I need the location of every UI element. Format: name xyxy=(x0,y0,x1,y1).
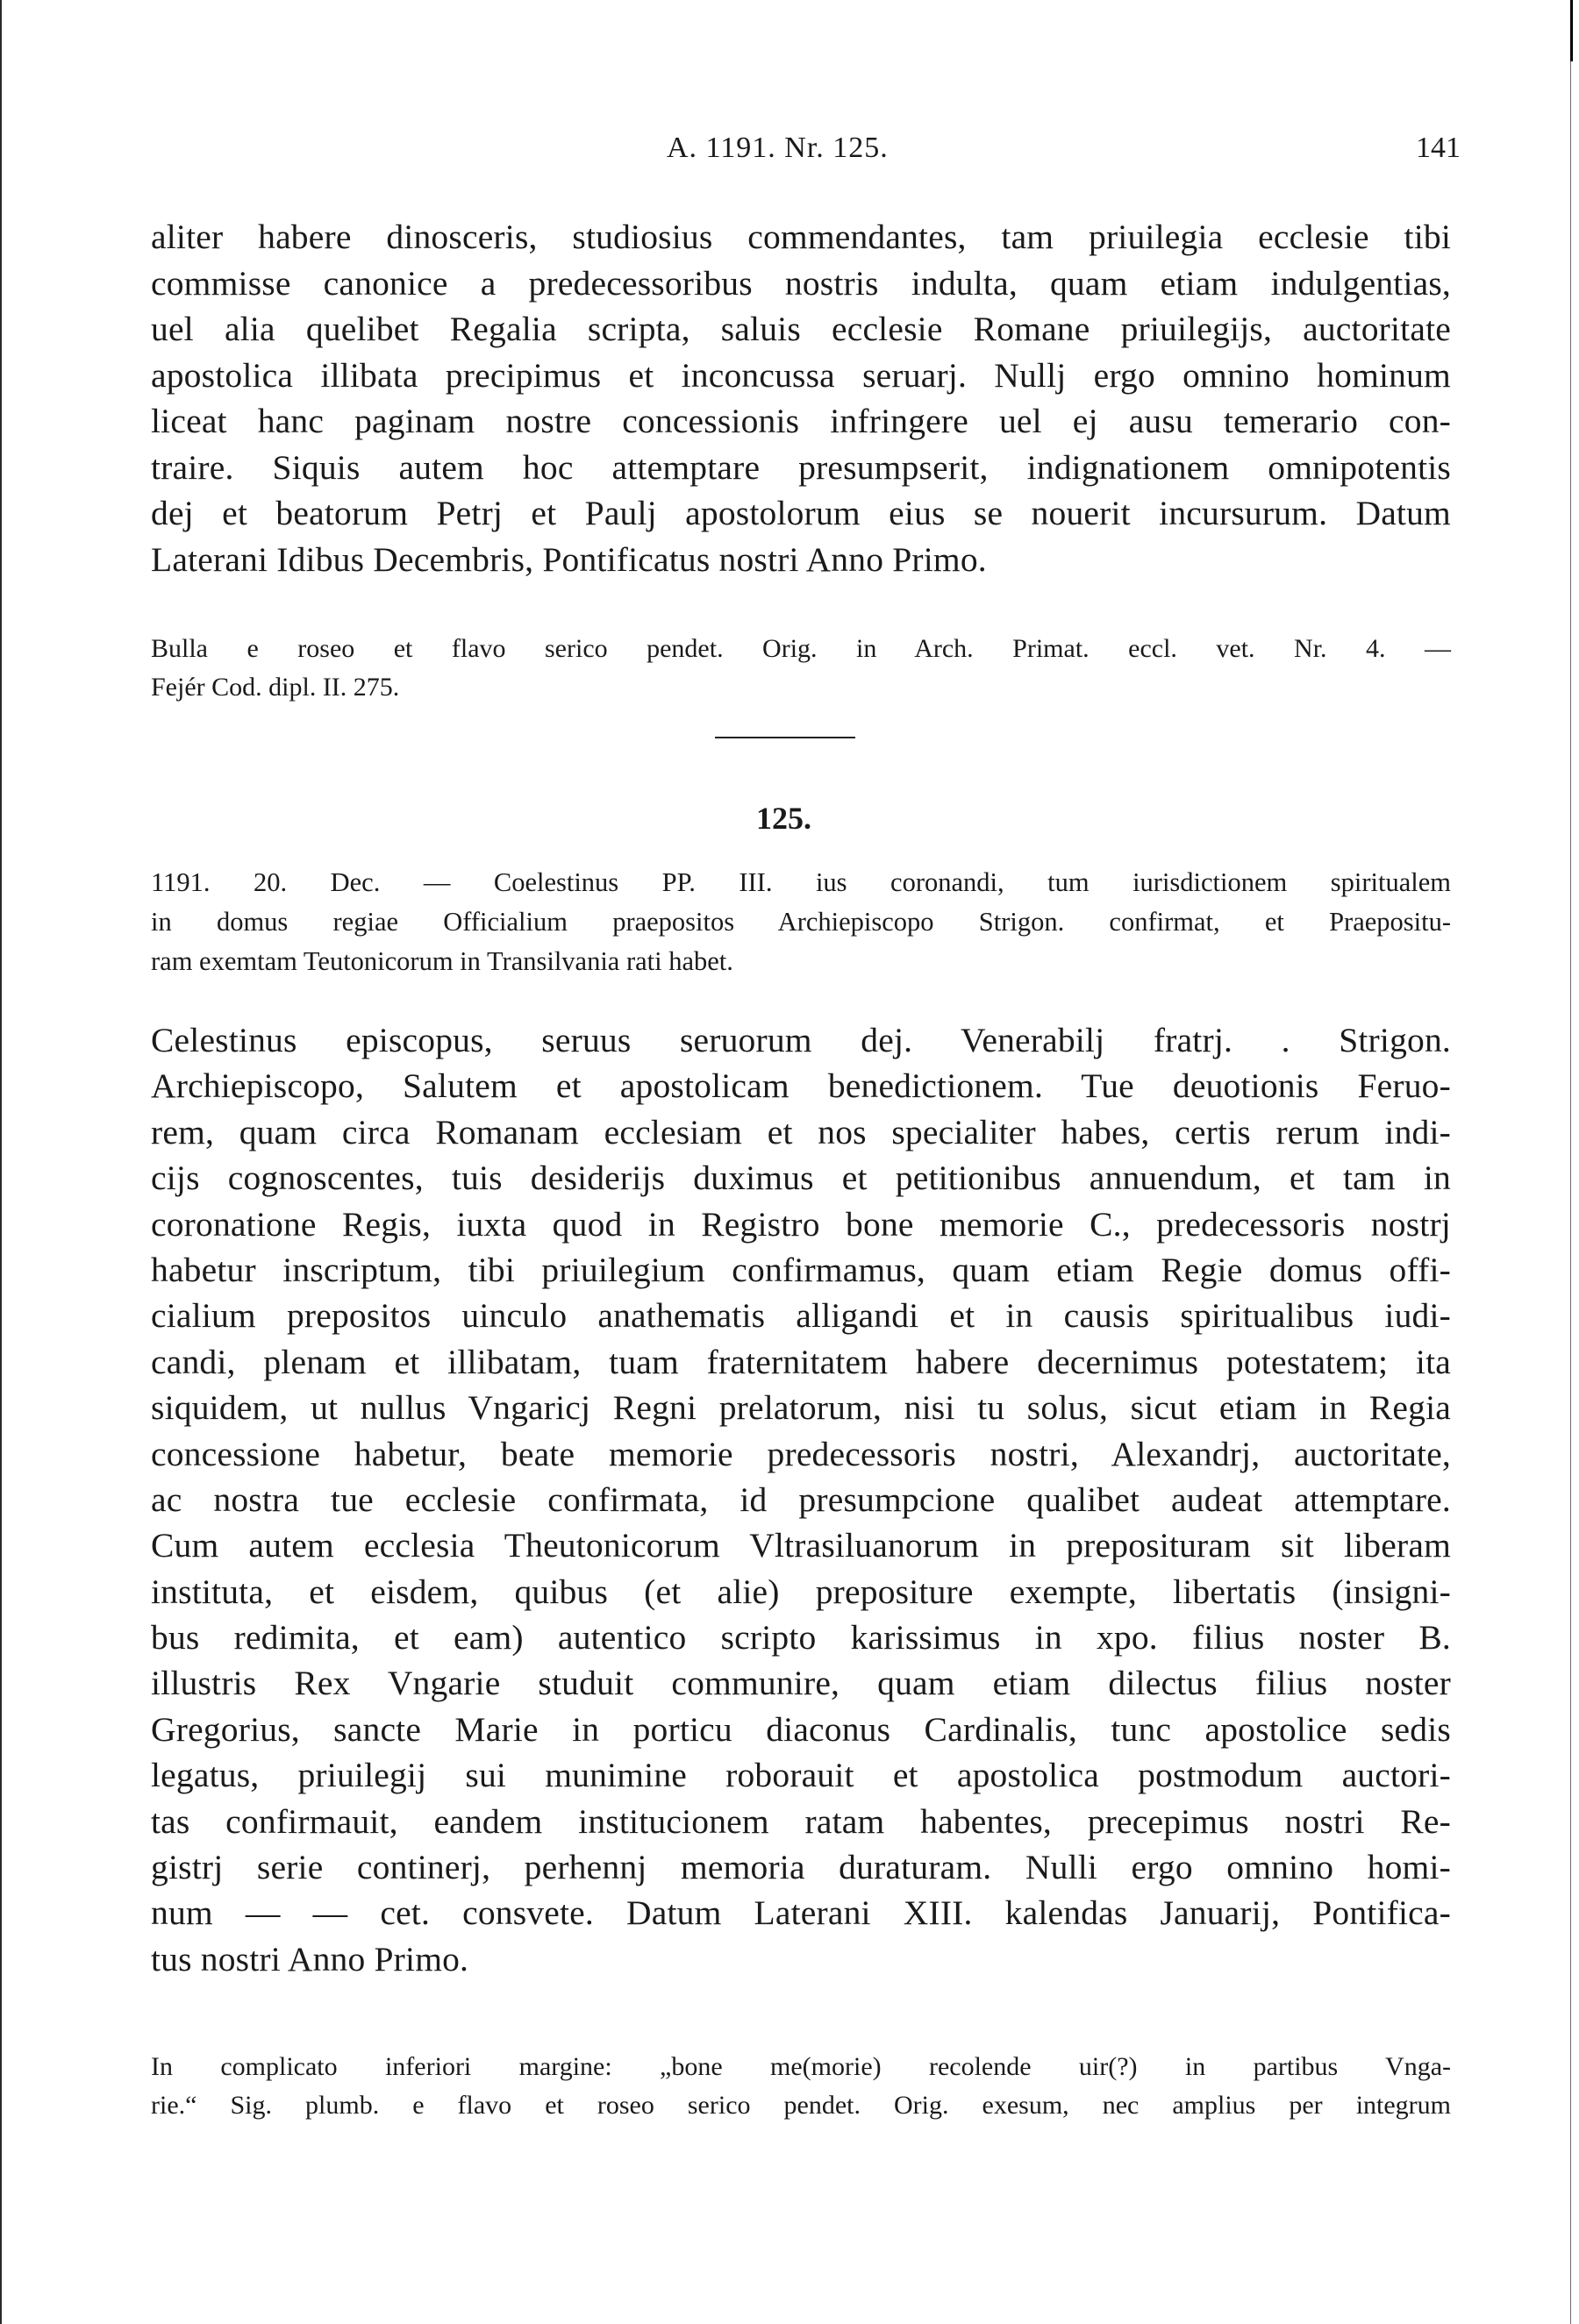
regest-line: ram exemtam Teutonicorum in Transilvania rati habet. xyxy=(151,946,733,976)
text-line: coronatione Regis, iuxta quod in Registro bone memorie C., predecessoris nostrj xyxy=(151,1204,1451,1244)
running-head: A. 1191. Nr. 125. xyxy=(667,132,889,164)
regest-line: in domus regiae Officialium praepositos Archiepiscopo Strigon. confirmat, et Praepositu- xyxy=(151,907,1451,937)
text-line: habetur inscriptum, tibi priuilegium confirmamus, quam etiam Regie domus offi- xyxy=(151,1250,1451,1289)
text-line: uel alia quelibet Regalia scripta, saluis ecclesie Romane priuilegijs, auctoritate xyxy=(151,310,1451,348)
archive-note xyxy=(151,2048,1451,2125)
text-line: gistrj serie continerj, perhennj memoria duraturam. Nulli ergo omnino homi- xyxy=(151,1848,1451,1887)
text-line: num — — cet. consvete. Datum Laterani XIII. kalendas Januarij, Pontifica- xyxy=(151,1893,1451,1933)
right-scan-edge-mark xyxy=(1570,0,1573,61)
source-note xyxy=(151,630,1451,707)
left-scan-edge xyxy=(0,0,2,2324)
text-line: cijs cognoscentes, tuis desiderijs duximus et petitionibus annuendum, et tam in xyxy=(151,1158,1451,1198)
text-line: Laterani Idibus Decembris, Pontificatus nostri Anno Primo. xyxy=(151,539,987,579)
text-line: Celestinus episcopus, seruus seruorum dej. Venerabilj fratrj. . Strigon. xyxy=(151,1021,1451,1059)
text-line: traire. Siquis autem hoc attemptare presumpserit, indignationem omnipotentis xyxy=(151,447,1451,487)
document-number: 125. xyxy=(756,801,811,836)
regest-line: 1191. 20. Dec. — Coelestinus PP. III. ius coronandi, tum iurisdictionem spiritualem xyxy=(151,867,1451,897)
text-line: ac nostra tue ecclesie confirmata, id presumpcione qualibet audeat attemptare. xyxy=(151,1479,1451,1519)
right-scan-edge xyxy=(1570,0,1571,2324)
text-line: candi, plenam et illibatam, tuam fraternitatem habere decernimus potestatem; ita xyxy=(151,1342,1451,1381)
note-line: In complicato inferiori margine: „bone me(morie) recolende uir(?) in partibus Vnga- xyxy=(151,2052,1451,2081)
text-line: aliter habere dinosceris, studiosius commendantes, tam priuilegia ecclesie tibi xyxy=(151,217,1451,256)
text-line: concessione habetur, beate memorie predecessoris nostri, Alexandrj, auctoritate, xyxy=(151,1434,1451,1473)
text-line: tus nostri Anno Primo. xyxy=(151,1939,469,1978)
text-line: rem, quam circa Romanam ecclesiam et nos specialiter habes, certis rerum indi- xyxy=(151,1112,1451,1151)
text-line: bus redimita, et eam) autentico scripto karissimus in xpo. filius noster B. xyxy=(151,1618,1451,1657)
note-line: Bulla e roseo et flavo serico pendet. Orig. in Arch. Primat. eccl. vet. Nr. 4. — xyxy=(151,634,1451,663)
section-divider xyxy=(715,737,855,738)
text-line: dej et beatorum Petrj et Paulj apostolorum eius se nouerit incursurum. Datum xyxy=(151,494,1451,532)
text-line: Archiepiscopo, Salutem et apostolicam benedictionem. Tue deuotionis Feruo- xyxy=(151,1066,1451,1106)
note-line: rie.“ Sig. plumb. e flavo et roseo serico pendet. Orig. exesum, nec amplius per integrum xyxy=(151,2091,1451,2120)
text-line: legatus, priuilegij sui munimine roborauit et apostolica postmodum auctori- xyxy=(151,1756,1451,1795)
text-line: cialium prepositos uinculo anathematis alligandi et in causis spiritualibus iudi- xyxy=(151,1296,1451,1336)
text-line: commisse canonice a predecessoribus nostris indulta, quam etiam indulgentias, xyxy=(151,263,1451,303)
text-line: liceat hanc paginam nostre concessionis infringere uel ej ausu temerario con- xyxy=(151,402,1451,440)
text-line: siquidem, ut nullus Vngaricj Regni prelatorum, nisi tu solus, sicut etiam in Regia xyxy=(151,1388,1451,1428)
continued-charter-text xyxy=(151,214,1451,582)
text-line: instituta, et eisdem, quibus (et alie) prepositure exempte, libertatis (insigni- xyxy=(151,1572,1451,1611)
charter-text xyxy=(151,1017,1451,1982)
text-line: tas confirmauit, eandem institucionem ratam habentes, precepimus nostri Re- xyxy=(151,1801,1451,1841)
text-line: Cum autem ecclesia Theutonicorum Vltrasiluanorum in preposituram sit liberam xyxy=(151,1526,1451,1565)
text-line: apostolica illibata precipimus et inconcussa seruarj. Nullj ergo omnino hominum xyxy=(151,355,1451,395)
document-regest xyxy=(151,863,1451,981)
text-line: Gregorius, sancte Marie in porticu diaconus Cardinalis, tunc apostolice sedis xyxy=(151,1709,1451,1749)
text-line: illustris Rex Vngarie studuit communire, quam etiam dilectus filius noster xyxy=(151,1664,1451,1703)
page-number: 141 xyxy=(1416,132,1461,164)
note-line: Fejér Cod. dipl. II. 275. xyxy=(151,673,400,702)
